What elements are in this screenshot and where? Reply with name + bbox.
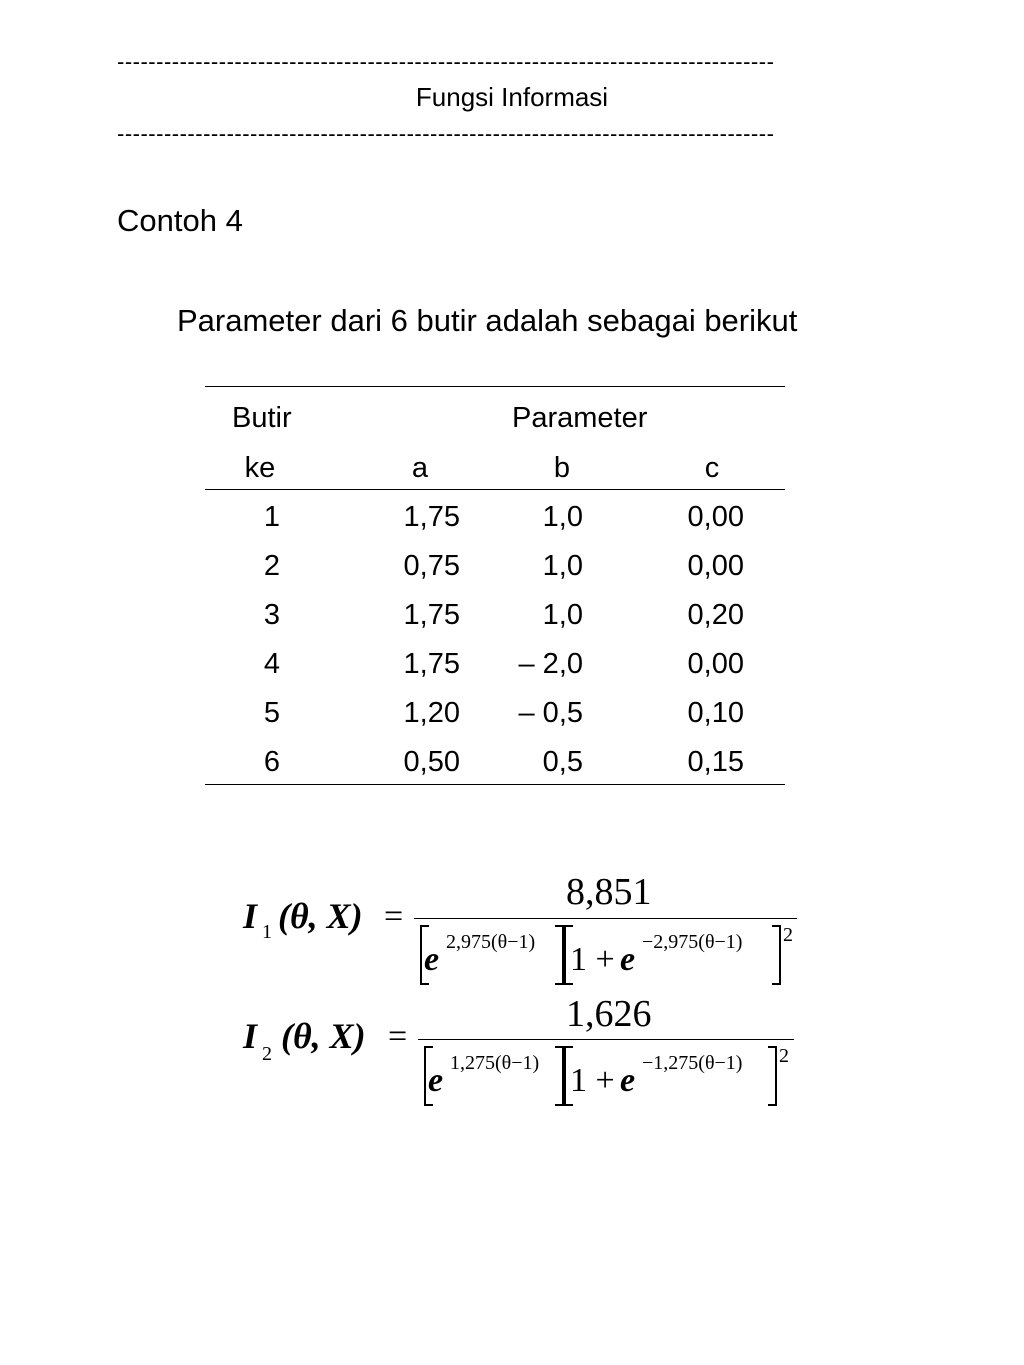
formula-exponent-left: 1,275(θ−1) bbox=[450, 1052, 540, 1074]
bracket-left-open bbox=[424, 1046, 433, 1106]
table-head-ke: ke bbox=[244, 452, 276, 484]
formula-e-left: e bbox=[424, 941, 440, 978]
cell-a: 1,20 bbox=[403, 697, 460, 729]
formula-exponent-right: −2,975(θ−1) bbox=[642, 931, 743, 953]
cell-b: – 2,0 bbox=[518, 648, 583, 680]
cell-butir: 1 bbox=[263, 501, 280, 533]
intro-text: Parameter dari 6 butir adalah sebagai berikut bbox=[177, 303, 798, 338]
formula-equals: = bbox=[384, 898, 404, 935]
bracket-left-open bbox=[420, 925, 429, 985]
cell-a: 1,75 bbox=[403, 599, 460, 631]
bracket-left-close bbox=[555, 1046, 564, 1106]
table-head-a: a bbox=[411, 452, 429, 484]
formula-power: 2 bbox=[783, 924, 793, 946]
formula-equals: = bbox=[388, 1018, 408, 1055]
table-head-rule bbox=[205, 489, 785, 490]
cell-a: 1,75 bbox=[403, 648, 460, 680]
bracket-right-open bbox=[564, 925, 573, 985]
cell-b: – 0,5 bbox=[518, 697, 583, 729]
formula-one-plus: 1 + bbox=[570, 1062, 615, 1099]
cell-b: 0,5 bbox=[542, 746, 583, 778]
bracket-left-close bbox=[555, 925, 564, 985]
formula-e-right: e bbox=[620, 941, 636, 978]
cell-a: 0,50 bbox=[403, 746, 460, 778]
cell-c: 0,10 bbox=[687, 697, 744, 729]
cell-a: 1,75 bbox=[403, 501, 460, 533]
formula-power: 2 bbox=[779, 1045, 789, 1067]
formula-exponent-right: −1,275(θ−1) bbox=[642, 1052, 743, 1074]
formula-numerator: 8,851 bbox=[566, 871, 652, 913]
formula-arguments: (θ, X) bbox=[278, 896, 363, 936]
cell-butir: 6 bbox=[263, 746, 280, 778]
formula-e-right: e bbox=[620, 1062, 636, 1099]
bracket-right-open bbox=[564, 1046, 573, 1106]
formula-e-left: e bbox=[428, 1062, 444, 1099]
table-head-b: b bbox=[553, 452, 571, 484]
formula-subscript: 1 bbox=[262, 921, 272, 943]
formula-symbol: I bbox=[243, 1016, 258, 1056]
cell-butir: 3 bbox=[263, 599, 280, 631]
cell-butir: 2 bbox=[263, 550, 280, 582]
cell-b: 1,0 bbox=[542, 599, 583, 631]
example-title: Contoh 4 bbox=[117, 203, 243, 238]
formula-arguments: (θ, X) bbox=[281, 1016, 366, 1056]
cell-c: 0,15 bbox=[687, 746, 744, 778]
table-top-rule bbox=[205, 386, 785, 387]
fraction-line bbox=[414, 918, 797, 919]
cell-c: 0,00 bbox=[687, 648, 744, 680]
header-title: Fungsi Informasi bbox=[415, 82, 609, 112]
table-head-parameter: Parameter bbox=[512, 402, 648, 434]
cell-butir: 4 bbox=[263, 648, 280, 680]
cell-c: 0,20 bbox=[687, 599, 744, 631]
fraction-line bbox=[418, 1039, 794, 1040]
cell-b: 1,0 bbox=[542, 550, 583, 582]
formula-subscript: 2 bbox=[262, 1043, 272, 1065]
header-top-divider: ------------------------------------------------------------------------------------ bbox=[117, 50, 775, 74]
formula-exponent-left: 2,975(θ−1) bbox=[446, 931, 536, 953]
header-bottom-divider: ------------------------------------------------------------------------------------ bbox=[117, 122, 775, 146]
bracket-right-close bbox=[768, 1046, 777, 1106]
formula-numerator: 1,626 bbox=[566, 993, 652, 1035]
table-head-butir: Butir bbox=[232, 402, 292, 434]
bracket-right-close bbox=[772, 925, 781, 985]
formula-one-plus: 1 + bbox=[570, 941, 615, 978]
cell-b: 1,0 bbox=[542, 501, 583, 533]
cell-c: 0,00 bbox=[687, 501, 744, 533]
formula-symbol: I bbox=[243, 896, 258, 936]
table-bottom-rule bbox=[205, 784, 785, 785]
cell-c: 0,00 bbox=[687, 550, 744, 582]
cell-a: 0,75 bbox=[403, 550, 460, 582]
table-head-c: c bbox=[704, 452, 720, 484]
cell-butir: 5 bbox=[263, 697, 280, 729]
